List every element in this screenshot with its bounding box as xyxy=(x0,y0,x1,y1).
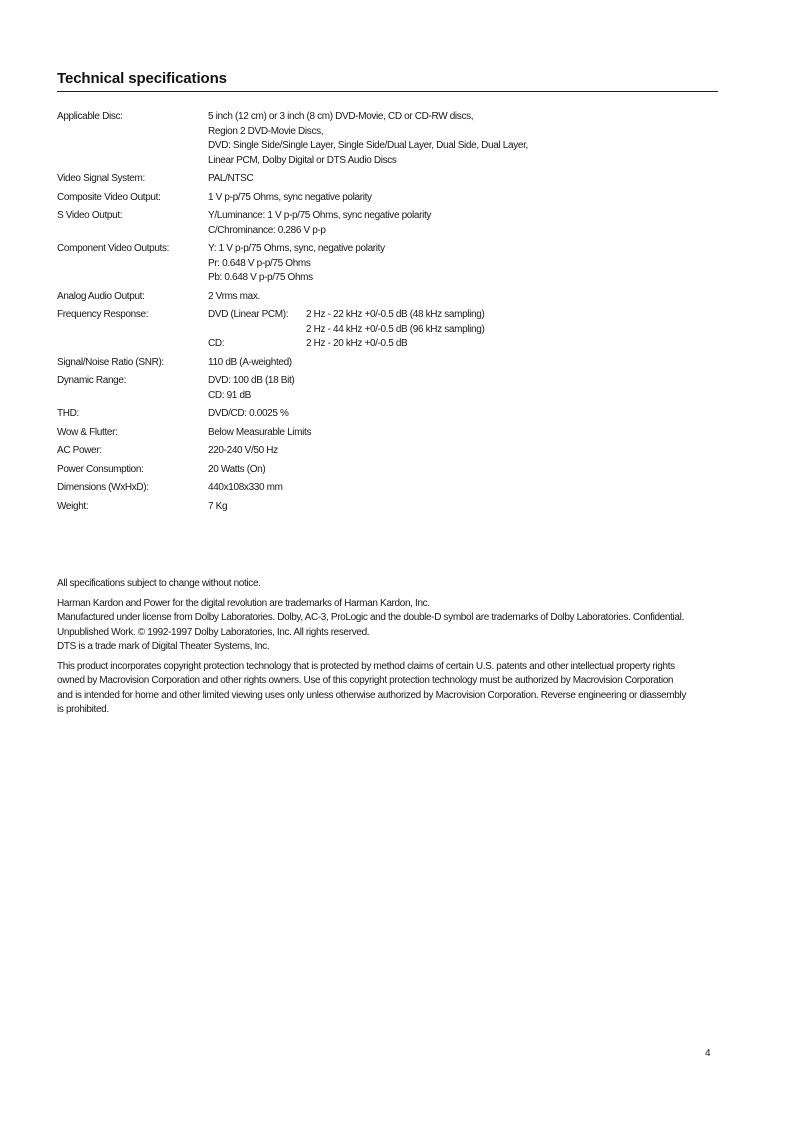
spec-value-line: 220-240 V/50 Hz xyxy=(208,445,278,456)
spec-value xyxy=(208,426,718,441)
spec-value xyxy=(208,110,718,168)
note-line: All specifications subject to change without notice. xyxy=(57,578,261,589)
spec-row xyxy=(57,172,718,187)
spec-row xyxy=(57,407,718,422)
frequency-value: 2 Hz - 22 kHz +0/-0.5 dB (48 kHz sampling) xyxy=(306,309,485,320)
spec-value xyxy=(208,463,718,478)
spec-value xyxy=(208,374,718,403)
note-line: This product incorporates copyright protection technology that is protected by method claims of certain U.S. patents and other intellectual property rights xyxy=(57,660,675,672)
note-paragraph xyxy=(57,597,729,655)
spec-label: Applicable Disc: xyxy=(57,111,123,122)
spec-row xyxy=(57,481,718,496)
spec-label: Weight: xyxy=(57,500,89,512)
note-paragraph xyxy=(57,660,729,718)
spec-value-line: 110 dB (A-weighted) xyxy=(208,356,292,368)
note-line: Unpublished Work. © 1992-1997 Dolby Laboratories, Inc. All rights reserved. xyxy=(57,626,370,638)
spec-label: Signal/Noise Ratio (SNR): xyxy=(57,356,164,368)
note-line: owned by Macrovision Corporation and other rights owners. Use of this copyright protection technology must be authorized by Macrovision Corporation xyxy=(57,675,674,686)
spec-value xyxy=(208,242,718,286)
spec-value xyxy=(208,356,718,371)
title-divider xyxy=(57,91,718,92)
frequency-value: 2 Hz - 44 kHz +0/-0.5 dB (96 kHz sampling) xyxy=(306,323,485,335)
spec-value xyxy=(208,407,718,422)
spec-label: Dimensions (WxHxD): xyxy=(57,482,149,493)
spec-label: AC Power: xyxy=(57,445,102,456)
spec-value-line: Region 2 DVD-Movie Discs, xyxy=(208,125,324,137)
spec-label: Frequency Response: xyxy=(57,309,149,320)
spec-row xyxy=(57,242,718,286)
spec-value-line: 2 Vrms max. xyxy=(208,290,260,302)
spec-row-frequency-response xyxy=(57,308,718,352)
spec-value-line: DVD: 100 dB (18 Bit) xyxy=(208,375,295,386)
spec-value xyxy=(208,290,718,305)
spec-label: Power Consumption: xyxy=(57,463,144,475)
spec-value xyxy=(208,500,718,515)
spec-row xyxy=(57,290,718,305)
spec-label: S Video Output: xyxy=(57,210,123,221)
spec-value-line: 5 inch (12 cm) or 3 inch (8 cm) DVD-Movie, CD or CD-RW discs, xyxy=(208,111,474,122)
spec-value xyxy=(208,172,718,187)
frequency-value: 2 Hz - 20 kHz +0/-0.5 dB xyxy=(306,338,408,349)
spec-row xyxy=(57,209,718,238)
legal-notes xyxy=(57,577,729,723)
spec-value-line: 440x108x330 mm xyxy=(208,482,283,493)
note-line: DTS is a trade mark of Digital Theater Systems, Inc. xyxy=(57,641,270,652)
spec-label: Composite Video Output: xyxy=(57,191,161,203)
spec-value-line: CD: 91 dB xyxy=(208,389,251,401)
note-paragraph xyxy=(57,577,729,592)
spec-label: Dynamic Range: xyxy=(57,375,127,386)
spec-row xyxy=(57,426,718,441)
spec-row xyxy=(57,356,718,371)
spec-value xyxy=(208,209,718,238)
spec-value-line: Y/Luminance: 1 V p-p/75 Ohms, sync negative polarity xyxy=(208,210,432,221)
spec-table xyxy=(57,110,718,518)
frequency-key xyxy=(208,323,306,338)
spec-value-line: DVD: Single Side/Single Layer, Single Side/Dual Layer, Dual Side, Dual Layer, xyxy=(208,140,528,151)
spec-row xyxy=(57,374,718,403)
note-line: Manufactured under license from Dolby Laboratories. Dolby, AC-3, ProLogic and the double-D symbol are trademarks of Dolby Laboratories. Confidential. xyxy=(57,612,684,623)
spec-value xyxy=(208,191,718,206)
spec-value-line: Y: 1 V p-p/75 Ohms, sync, negative polarity xyxy=(208,243,385,254)
spec-value-line: Linear PCM, Dolby Digital or DTS Audio Discs xyxy=(208,154,397,166)
spec-label: Component Video Outputs: xyxy=(57,243,170,254)
note-line: Harman Kardon and Power for the digital revolution are trademarks of Harman Kardon, Inc. xyxy=(57,597,430,609)
spec-value-line: Pb: 0.648 V p-p/75 Ohms xyxy=(208,272,313,283)
spec-value-line: 20 Watts (On) xyxy=(208,463,266,475)
spec-row xyxy=(57,500,718,515)
page-number: 4 xyxy=(705,1048,711,1059)
spec-value xyxy=(208,444,718,459)
note-line: and is intended for home and other limited viewing uses only unless otherwise authorized by Macrovision Corporation. Reverse engineering or diassembly xyxy=(57,689,686,701)
spec-value-line: PAL/NTSC xyxy=(208,173,254,184)
spec-value-line: C/Chrominance: 0.286 V p-p xyxy=(208,224,326,236)
frequency-key: DVD (Linear PCM): xyxy=(208,309,289,320)
spec-label: Wow & Flutter: xyxy=(57,426,118,438)
note-line: is prohibited. xyxy=(57,704,109,715)
spec-value-line: 7 Kg xyxy=(208,500,228,512)
spec-value-line: Below Measurable Limits xyxy=(208,426,312,438)
spec-value-line: Pr: 0.648 V p-p/75 Ohms xyxy=(208,257,311,269)
page-title: Technical specifications xyxy=(57,70,227,87)
spec-row xyxy=(57,463,718,478)
spec-value-line: DVD/CD: 0.0025 % xyxy=(208,408,289,419)
spec-value xyxy=(208,481,718,496)
frequency-key: CD: xyxy=(208,338,225,349)
frequency-response-table xyxy=(208,308,718,352)
spec-row xyxy=(57,110,718,168)
spec-value-line: 1 V p-p/75 Ohms, sync negative polarity xyxy=(208,191,372,203)
spec-label: Analog Audio Output: xyxy=(57,290,145,302)
spec-label: THD: xyxy=(57,408,79,419)
spec-label: Video Signal System: xyxy=(57,173,145,184)
spec-row xyxy=(57,191,718,206)
spec-row xyxy=(57,444,718,459)
